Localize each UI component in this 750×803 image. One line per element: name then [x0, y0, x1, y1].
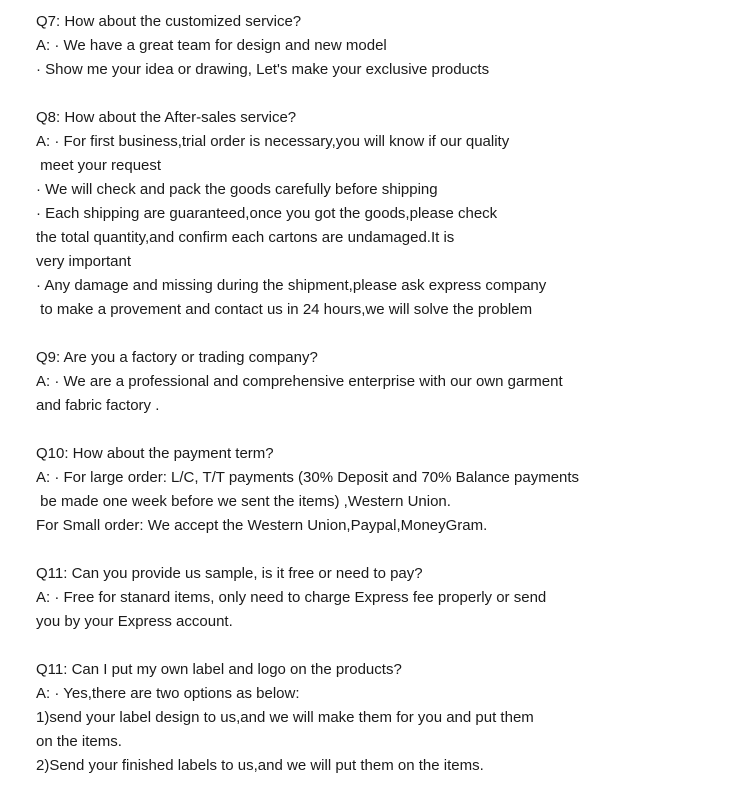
answer-line: meet your request [36, 157, 162, 174]
answer-line: 1)send your label design to us,and we will make them for you and put them [36, 709, 534, 726]
faq-document [36, 10, 736, 778]
section-spacer [36, 82, 736, 106]
answer-line: A: · Yes,there are two options as below: [36, 685, 300, 702]
answer-line: 2)Send your finished labels to us,and we will put them on the items. [36, 757, 484, 774]
answer-line: on the items. [36, 733, 122, 750]
question-heading: Q11: Can you provide us sample, is it free or need to pay? [36, 565, 423, 582]
question-heading: Q10: How about the payment term? [36, 445, 274, 462]
answer-line: A: · Free for stanard items, only need to charge Express fee properly or send [36, 589, 547, 606]
answer-line: you by your Express account. [36, 613, 233, 630]
answer-line: the total quantity,and confirm each cartons are undamaged.It is [36, 229, 455, 246]
answer-line: A: · For first business,trial order is necessary,you will know if our quality [36, 133, 510, 150]
answer-line: A: · We have a great team for design and new model [36, 37, 387, 54]
answer-line: A: · We are a professional and comprehensive enterprise with our own garment [36, 373, 563, 390]
answer-line: · We will check and pack the goods carefully before shipping [36, 181, 438, 198]
answer-line: to make a provement and contact us in 24 hours,we will solve the problem [36, 301, 533, 318]
section-spacer [36, 418, 736, 442]
answer-line: be made one week before we sent the items) ,Western Union. [36, 493, 451, 510]
answer-line: For Small order: We accept the Western Union,Paypal,MoneyGram. [36, 517, 488, 534]
question-heading: Q8: How about the After-sales service? [36, 109, 297, 126]
section-spacer [36, 322, 736, 346]
question-heading: Q9: Are you a factory or trading company? [36, 349, 318, 366]
answer-line: · Show me your idea or drawing, Let's make your exclusive products [36, 61, 490, 78]
faq-section-q8 [36, 106, 736, 322]
question-heading: Q7: How about the customized service? [36, 13, 302, 30]
answer-line: A: · For large order: L/C, T/T payments (30% Deposit and 70% Balance payments [36, 469, 580, 486]
answer-line: · Each shipping are guaranteed,once you got the goods,please check [36, 205, 498, 222]
section-spacer [36, 634, 736, 658]
faq-section-q11-sample [36, 562, 736, 634]
faq-section-q11-label [36, 658, 736, 778]
answer-line: very important [36, 253, 132, 270]
section-spacer [36, 538, 736, 562]
faq-section-q7 [36, 10, 736, 82]
question-heading: Q11: Can I put my own label and logo on the products? [36, 661, 402, 678]
faq-section-q9 [36, 346, 736, 418]
faq-section-q10 [36, 442, 736, 538]
answer-line: · Any damage and missing during the shipment,please ask express company [36, 277, 547, 294]
answer-line: and fabric factory . [36, 397, 160, 414]
